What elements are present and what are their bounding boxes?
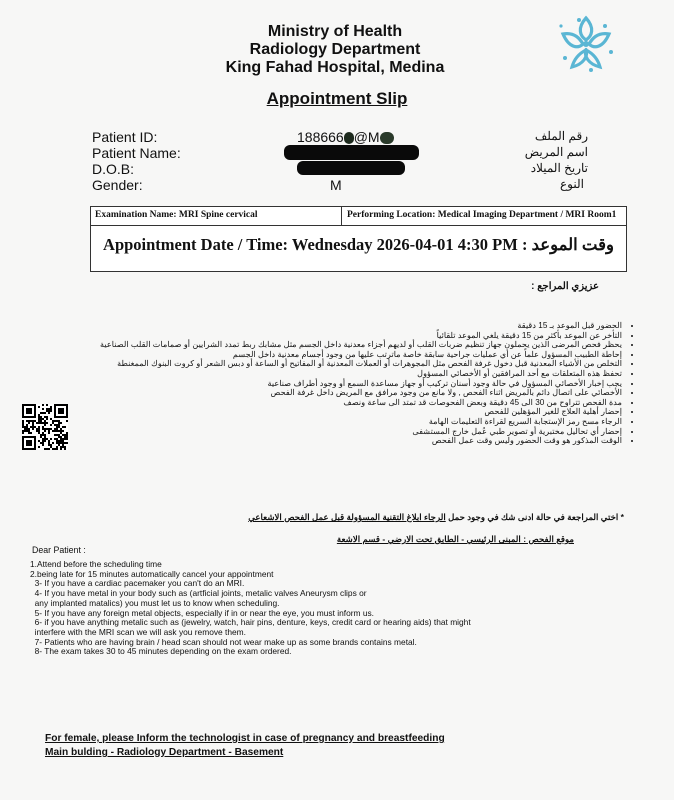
arabic-instruction-item: • يجب إخبار الأخصائي المسؤول في حالة وجود أسنان تركيب أو جهاز مساعدة السمع أو وجود أطراف صناعية [102, 379, 622, 389]
arabic-instruction-item: • التخلص من الأشياء المعدنية قبل دخول غرفة الفحص مثل المجوهرات أو العملات المعدنية أو المفاتيح أو الساعة أو دبس الشعر أو كروت البنوك الممغنطة [102, 359, 622, 369]
english-instruction-item: interfere with the MRI scan we will ask you remove them. [30, 626, 246, 637]
dear-patient-label: Dear Patient : [32, 545, 86, 555]
arabic-instruction-item: • الأخصائي على اتصال دائم بالمريض اثناء الفحص , ولا مانع من وجود مرافق مع المريض داخل غرفة الفحص [102, 388, 622, 398]
arabic-instruction-item: • الوقت المذكور هو وقت الحضور وليس وقت عمل الفحص [102, 436, 622, 446]
english-instruction-item: 5- If you have any foreign metal objects, especially if in or near the eye, you must inform us. [30, 607, 375, 618]
english-instruction-item: 3- If you have a cardiac pacemaker you can't do an MRI. [30, 578, 245, 589]
arabic-instruction-item: • مدة الفحص تتراوح من 30 الى 45 دقيقة وبعض الفحوصات قد تمتد الى ساعة ونصف [102, 398, 622, 408]
english-instructions-list [30, 560, 550, 657]
patient-name-label: Patient Name: [92, 145, 181, 161]
gender-value: M [330, 177, 342, 193]
english-instruction-item: 6- if you have anything metalic such as (jewelry, watch, hair pins, denture, keys, credit card or hearing aids) that might [30, 617, 471, 628]
ar-gender-label: النوع [560, 177, 584, 191]
arabic-instruction-item: • إحضار أي تحاليل مختبرية أو تصوير طبي عُمل خارج المستشفى [102, 427, 622, 437]
ar-name-label: اسم المريض [524, 145, 588, 159]
gender-label: Gender: [92, 177, 143, 193]
arabic-instruction-item: • إحاطة الطبيب المسؤول علماً عن أي عمليات جراحية سابقة خاصة ماترتب عليها من وجود أجسام معدنية داخل الجسم [102, 350, 622, 360]
arabic-exam-location: موقع الفحص : المبنى الرئيسي - الطابق تحت الارضي - قسم الاشعة [336, 534, 574, 544]
performing-location: Performing Location: Medical Imaging Department / MRI Room1 [347, 210, 617, 220]
appointment-datetime: Appointment Date / Time: Wednesday 2026-04-01 4:30 PM : وقت الموعد [103, 235, 614, 254]
arabic-instruction-item: • التأخر عن الموعد بأكثر من 15 دقيقة يلغي الموعد تلقائياً [102, 331, 622, 341]
patient-id-value: 188666 @M [297, 129, 394, 145]
examination-name: Examination Name: MRI Spine cervical [95, 210, 258, 220]
female-notice: For female, please Inform the technologist in case of pregnancy and breastfeeding [45, 733, 445, 744]
arabic-instruction-item: • الرجاء مسح رمز الإستجابة السريع لقراءة التعليمات الهامة [102, 417, 622, 427]
ministry-title: Ministry of Health [267, 23, 403, 40]
english-instruction-item: 2.being late for 15 minutes automatically cancel your appointment [30, 568, 274, 579]
hospital-title: King Fahad Hospital, Medina [225, 59, 445, 76]
arabic-pregnancy-note: * اختي المراجعة في حالة ادنى شك في وجود حمل الرجاء ابلاغ التقنية المسؤولة قبل عمل الفحص الاشعاعي [248, 512, 624, 522]
arabic-instruction-item: • تحفظ هذه المتعلقات مع أحد المرافقين أو الأخصائي المسؤول [102, 369, 622, 379]
ar-dob-label: تاريخ الميلاد [530, 161, 588, 175]
patient-id-label: Patient ID: [92, 129, 158, 145]
location-footer: Main bulding - Radiology Department - Basement [45, 747, 284, 758]
exam-header-row [91, 207, 626, 226]
department-title: Radiology Department [249, 41, 421, 58]
english-instruction-item: 1.Attend before the scheduling time [30, 559, 162, 569]
english-instruction-item: 7- Patients who are having brain / head scan should not wear make up as some brands contains metal. [30, 636, 417, 647]
redacted-dob [297, 161, 405, 175]
moh-star-logo-icon [555, 12, 617, 74]
arabic-instruction-item: • الحضور قبل الموعد بـ 15 دقيقة [102, 321, 622, 331]
arabic-instruction-item: • يحظر فحص المرضى الذين يحملون جهاز تنظيم ضربات القلب أو لديهم أجزاء معدنية داخل الجسم مثل مشابك ربط تمدد الشرايين أو صمامات القلب الصناعية [102, 340, 622, 350]
examination-box [90, 206, 627, 272]
arabic-greeting: عزيزي المراجع : [531, 281, 599, 292]
appointment-slip-title: Appointment Slip [266, 89, 408, 108]
ar-file-label: رقم الملف [534, 129, 588, 143]
arabic-instructions-list [102, 321, 636, 446]
english-instruction-item: any implanted matalics) you must let us to know when scheduling. [30, 597, 280, 608]
english-instruction-item: 8- The exam takes 30 to 45 minutes depending on the exam ordered. [30, 646, 292, 657]
dob-label: D.O.B: [92, 161, 135, 177]
redacted-name [284, 145, 419, 160]
qr-code-icon [22, 404, 68, 450]
arabic-instruction-item: • إحضار أهلية العلاج للغير المؤهلين للفحص [102, 407, 622, 417]
english-instruction-item: 4- If you have metal in your body such as (artficial joints, metalic valves Aneurysm clips or [30, 588, 367, 599]
